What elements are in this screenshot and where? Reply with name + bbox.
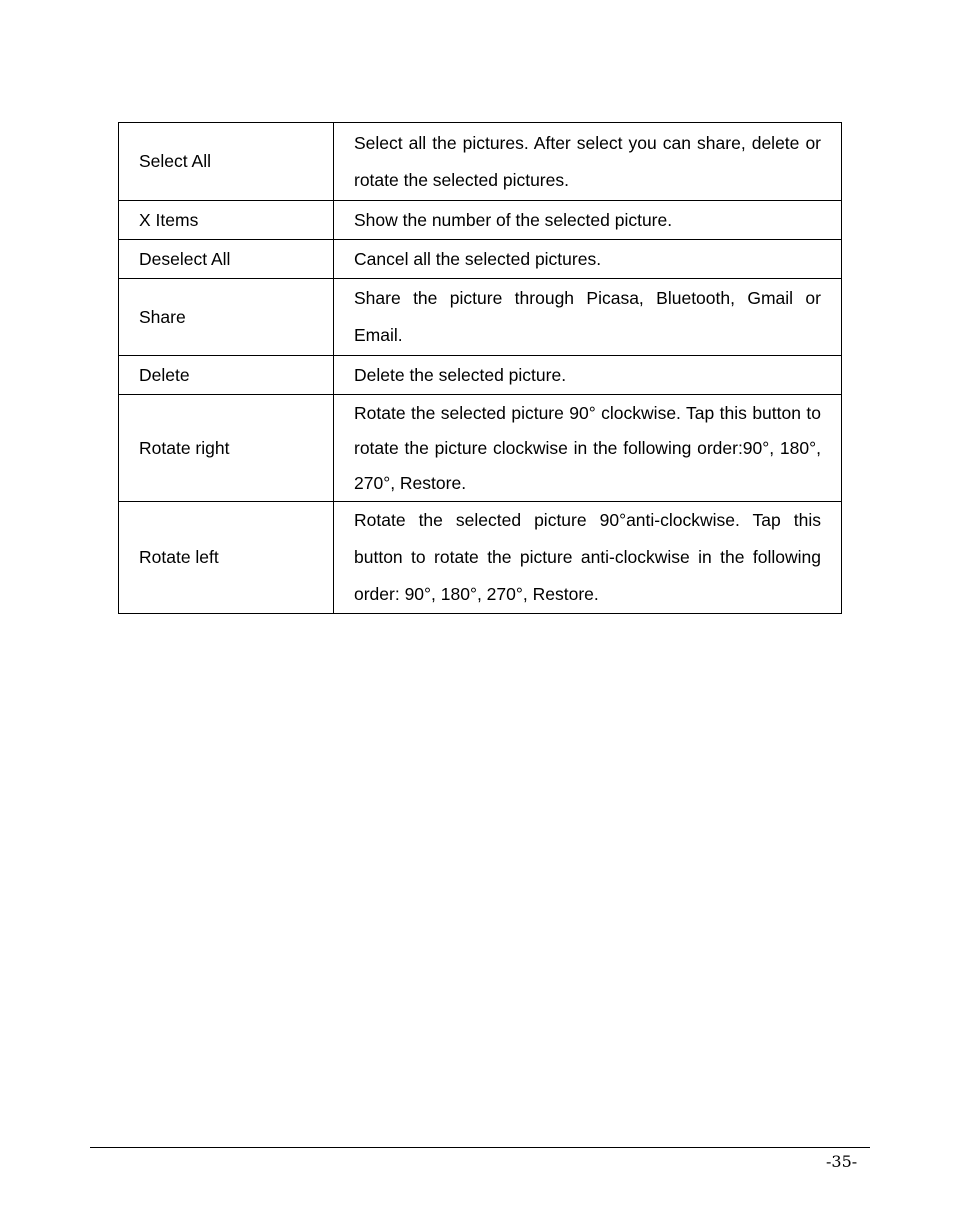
footer-divider	[90, 1147, 870, 1148]
table-row	[119, 502, 842, 614]
table-row	[119, 356, 842, 395]
table-row	[119, 123, 842, 201]
description-cell: Rotate the selected picture 90°anti-clockwise. Tap this button to rotate the picture anti-clockwise in the following order: 90°, 180°, 270°, Restore.	[334, 502, 842, 614]
description-cell: Delete the selected picture.	[334, 356, 842, 395]
table-row	[119, 201, 842, 240]
command-table	[118, 122, 842, 614]
command-cell: Select All	[119, 123, 334, 201]
table-row	[119, 279, 842, 356]
command-cell: Share	[119, 279, 334, 356]
command-cell: X Items	[119, 201, 334, 240]
description-cell: Share the picture through Picasa, Bluetooth, Gmail or Email.	[334, 279, 842, 356]
description-cell: Rotate the selected picture 90° clockwise. Tap this button to rotate the picture clockwise in the following order:90°, 180°, 270°, Restore.	[334, 395, 842, 502]
command-cell: Delete	[119, 356, 334, 395]
table-row	[119, 395, 842, 502]
table-row	[119, 240, 842, 279]
command-cell: Deselect All	[119, 240, 334, 279]
command-cell: Rotate right	[119, 395, 334, 502]
description-cell: Cancel all the selected pictures.	[334, 240, 842, 279]
page-number: -35-	[826, 1152, 858, 1171]
description-cell: Show the number of the selected picture.	[334, 201, 842, 240]
command-cell: Rotate left	[119, 502, 334, 614]
description-cell: Select all the pictures. After select you can share, delete or rotate the selected pictures.	[334, 123, 842, 201]
